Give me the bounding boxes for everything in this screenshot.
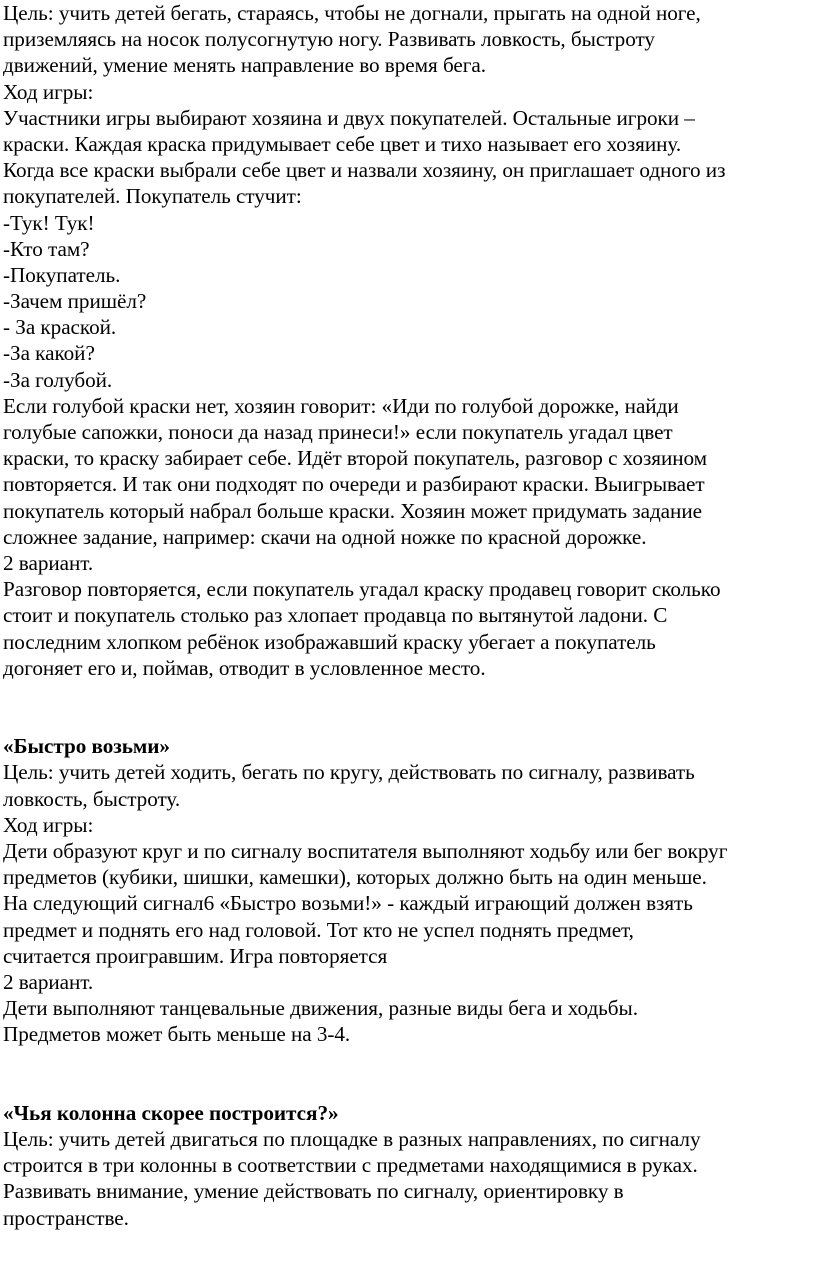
- text-line: -Кто там?: [3, 236, 90, 261]
- section-heading: «Быстро возьми»: [3, 734, 170, 759]
- spacer: [3, 1048, 815, 1074]
- section-quick-take-game: [3, 733, 815, 1047]
- spacer: [3, 707, 815, 733]
- text-line: -За голубой.: [3, 367, 113, 392]
- text-line: Цель: учить детей двигаться по площадке в разных направлениях, по сигналу: [3, 1127, 701, 1152]
- document-page: [3, 0, 815, 1231]
- text-line: строится в три колонны в соответствии с предметами находящимися в руках.: [3, 1153, 698, 1178]
- text-line: Разговор повторяется, если покупатель угадал краску продавец говорит сколько: [3, 577, 721, 602]
- text-line: Ход игры:: [3, 812, 94, 837]
- text-line: последним хлопком ребёнок изображавший краску убегает а покупатель: [3, 629, 656, 654]
- text-line: -Покупатель.: [3, 262, 121, 287]
- text-line: покупатель который набрал больше краски. Хозяин может придумать задание: [3, 498, 702, 523]
- text-line: предметов (кубики, шишки, камешки), которых должно быть на один меньше.: [3, 865, 707, 890]
- text-line: краски. Каждая краска придумывает себе цвет и тихо называет его хозяину.: [3, 131, 682, 156]
- text-line: Ход игры:: [3, 79, 94, 104]
- text-line: стоит и покупатель столько раз хлопает продавца по вытянутой ладони. С: [3, 603, 668, 628]
- text-line: Развивать внимание, умение действовать по сигналу, ориентировку в: [3, 1179, 624, 1204]
- text-line: Дети выполняют танцевальные движения, разные виды бега и ходьбы.: [3, 996, 638, 1021]
- text-line: Если голубой краски нет, хозяин говорит: «Иди по голубой дорожке, найди: [3, 393, 679, 418]
- spacer: [3, 1074, 815, 1100]
- text-line: 2 вариант.: [3, 550, 94, 575]
- text-line: Цель: учить детей ходить, бегать по кругу, действовать по сигналу, развивать: [3, 760, 695, 785]
- text-line: Дети образуют круг и по сигналу воспитателя выполняют ходьбу или бег вокруг: [3, 839, 728, 863]
- section-heading: «Чья колонна скорее построится?»: [3, 1100, 339, 1125]
- text-line: -Зачем пришёл?: [3, 289, 147, 314]
- text-line: Участники игры выбирают хозяина и двух покупателей. Остальные игроки –: [3, 105, 695, 130]
- text-line: 2 вариант.: [3, 969, 94, 994]
- text-line: приземляясь на носок полусогнутую ногу. Развивать ловкость, быстроту: [3, 27, 655, 52]
- text-line: голубые сапожки, поноси да назад принеси!» если покупатель угадал цвет: [3, 420, 673, 444]
- text-line: Цель: учить детей бегать, стараясь, чтобы не догнали, прыгать на одной ноге,: [3, 1, 701, 25]
- section-paints-game: [3, 0, 815, 681]
- text-line: догоняет его и, поймав, отводит в условленное место.: [3, 655, 486, 680]
- text-line: покупателей. Покупатель стучит:: [3, 184, 302, 209]
- text-line: Когда все краски выбрали себе цвет и назвали хозяину, он приглашает одного из: [3, 158, 726, 183]
- text-line: На следующий сигнал6 «Быстро возьми!» - каждый играющий должен взять: [3, 891, 693, 916]
- text-line: - За краской.: [3, 315, 117, 340]
- section-column-game: [3, 1100, 815, 1231]
- text-line: предмет и поднять его над головой. Тот кто не успел поднять предмет,: [3, 917, 634, 942]
- text-line: ловкость, быстроту.: [3, 786, 181, 811]
- text-line: сложнее задание, например: скачи на одной ножке по красной дорожке.: [3, 524, 647, 549]
- text-line: считается проигравшим. Игра повторяется: [3, 943, 388, 968]
- text-line: -За какой?: [3, 341, 95, 366]
- text-line: пространстве.: [3, 1205, 129, 1230]
- text-line: движений, умение менять направление во время бега.: [3, 53, 486, 78]
- text-line: -Тук! Тук!: [3, 210, 95, 235]
- text-line: Предметов может быть меньше на 3-4.: [3, 1022, 351, 1047]
- spacer: [3, 681, 815, 707]
- text-line: повторяется. И так они подходят по очереди и разбирают краски. Выигрывает: [3, 472, 705, 497]
- text-line: краски, то краску забирает себе. Идёт второй покупатель, разговор с хозяином: [3, 446, 708, 471]
